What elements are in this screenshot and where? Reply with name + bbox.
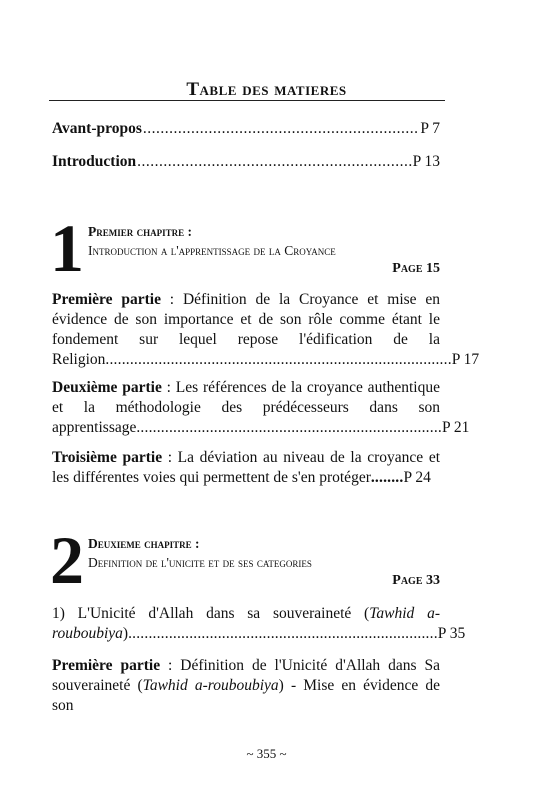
chapter-kicker: Deuxieme chapitre : [88, 536, 200, 551]
chapter-title: Introduction a l'apprentissage de la Croyance [88, 243, 336, 258]
chapter-number: 2 [50, 522, 84, 598]
dot-leader: ........ [370, 469, 404, 486]
part-label: Troisième partie [52, 449, 163, 466]
dot-leader [137, 153, 411, 171]
toc-entry-introduction[interactable] [52, 153, 440, 171]
chapter-number: 1 [50, 210, 84, 286]
part-description: : Définition de l'Unicité d'Allah dans Sa souveraineté ( [52, 657, 440, 694]
toc-entry-part-1[interactable] [52, 290, 480, 370]
part-description: : Définition de la Croyance et mise en évidence de son importance et de son rôle comme étant le fondement sur lequel repose l'édification de la Religion [52, 291, 441, 368]
toc-page-number: P 24 [403, 469, 431, 486]
chapter-title: Definition de l'unicite et de ses categories [88, 555, 312, 570]
part-description: : Les références de la croyance authentique et la méthodologie des prédécesseurs dans son apprentissage [52, 379, 440, 436]
part-label: Première partie [52, 657, 161, 674]
title-underline [49, 100, 445, 101]
toc-page-number: P 13 [412, 153, 440, 170]
part-description-tail: ) - Mise en évidence de son [52, 677, 440, 714]
part-transliteration: Tawhid a-rouboubiya [142, 677, 279, 694]
toc-entry-foreword[interactable] [52, 120, 440, 138]
toc-label: Introduction [52, 153, 137, 170]
chapter-page: Page 15 [392, 261, 440, 276]
part-label: Deuxième partie [52, 379, 162, 396]
toc-label: Avant-propos [52, 120, 142, 137]
section-transliteration: Tawhid a-rouboubiya [52, 605, 440, 642]
chapter-page: Page 33 [392, 573, 440, 588]
toc-entry-part-3[interactable] [52, 448, 440, 488]
toc-section-unicite-souverainete[interactable]: 1) L'Unicité d'Allah dans sa souveraineté (Tawhid a-rouboubiya)............................................................................P 35 [52, 605, 466, 642]
dot-leader: ..................................................................................... [105, 351, 452, 368]
toc-entry-part-2[interactable] [52, 378, 470, 438]
toc-page-number: P 7 [420, 120, 440, 137]
part-label: Première partie [52, 291, 161, 308]
dot-leader: ............................................................................ [128, 625, 438, 642]
section-label: 1) L'Unicité d'Allah dans sa souveraineté ( [52, 605, 370, 622]
dot-leader [143, 120, 419, 138]
toc-page-number: P 17 [451, 351, 480, 368]
part-description: : La déviation au niveau de la croyance et les différentes voies qui permettent de s'en protéger [52, 449, 440, 486]
chapter-heading-2[interactable] [50, 522, 440, 598]
dot-leader: ........................................................................... [136, 419, 442, 436]
toc-entry-ch2-part-1[interactable] [52, 656, 440, 716]
page-title: Table des matieres [186, 79, 347, 100]
chapter-kicker: Premier chapitre : [88, 224, 192, 239]
chapter-heading-1[interactable] [50, 210, 440, 286]
toc-page-number: P 35 [437, 625, 466, 642]
toc-page-number: P 21 [441, 419, 470, 436]
page-number-footer: ~ 355 ~ [246, 746, 287, 761]
